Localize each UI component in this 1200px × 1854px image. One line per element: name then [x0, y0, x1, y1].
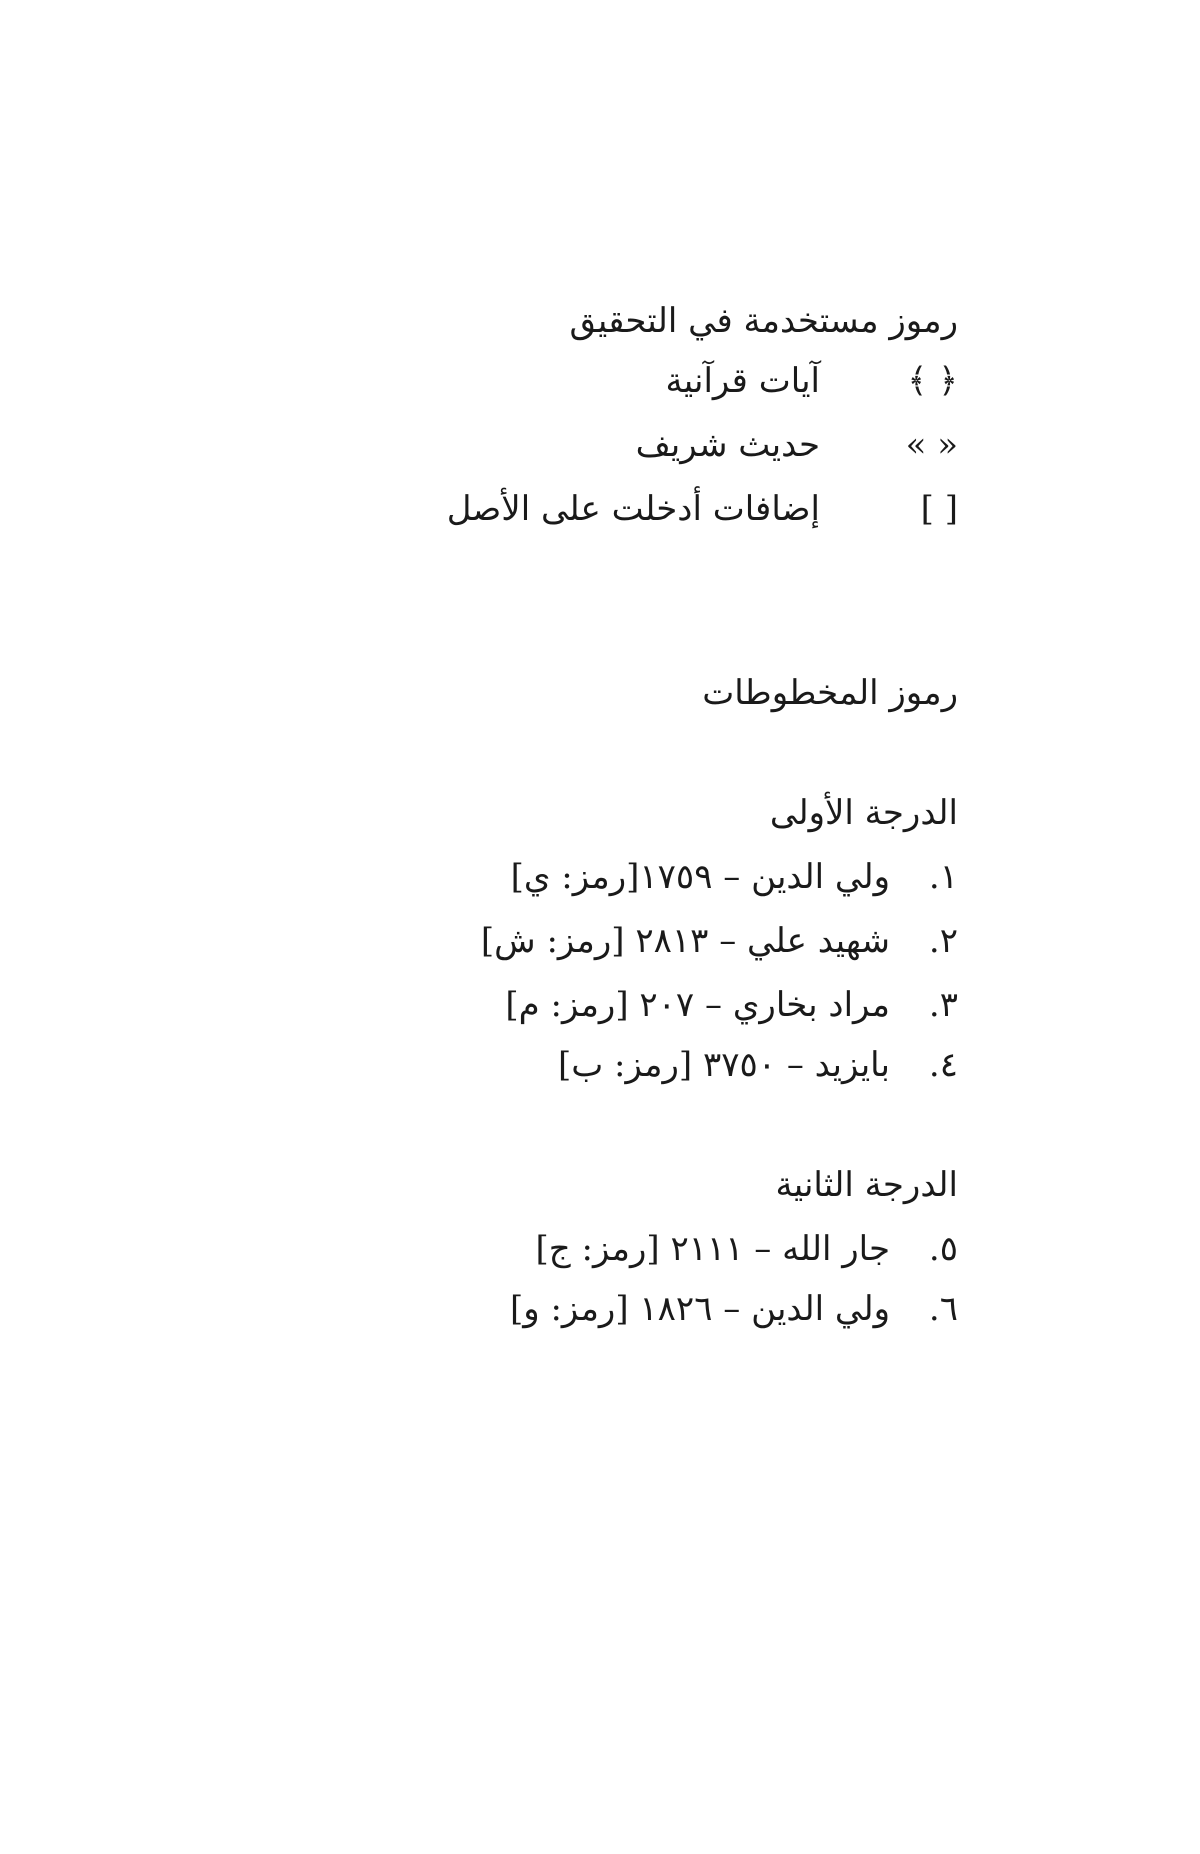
- list-item-number: ٦.: [928, 1289, 958, 1329]
- list-item: ولي الدين – ١٧٥٩[رمز: ي]: [510, 857, 890, 897]
- second-degree-title: الدرجة الثانية: [775, 1165, 958, 1205]
- quran-verse-label: آيات قرآنية: [665, 361, 820, 401]
- list-item: جار الله – ٢١١١ [رمز: ج]: [535, 1229, 890, 1269]
- list-item-number: ٢.: [928, 921, 958, 961]
- quran-verse-symbol: ﴿ ﴾: [907, 361, 958, 401]
- additions-label: إضافات أدخلت على الأصل: [446, 489, 820, 529]
- list-item: مراد بخاري – ٢٠٧ [رمز: م]: [505, 985, 890, 1025]
- manuscripts-section-title: رموز المخطوطات: [702, 673, 958, 713]
- hadith-label: حديث شريف: [635, 425, 820, 465]
- list-item: بايزيد – ٣٧٥٠ [رمز: ب]: [557, 1045, 890, 1085]
- list-item-number: ٥.: [928, 1229, 958, 1269]
- symbols-section-title: رموز مستخدمة في التحقيق: [569, 301, 958, 341]
- hadith-symbol: « »: [905, 425, 958, 465]
- additions-symbol: [ ]: [920, 489, 958, 529]
- list-item-number: ٣.: [928, 985, 958, 1025]
- list-item: شهيد علي – ٢٨١٣ [رمز: ش]: [480, 921, 890, 961]
- list-item-number: ١.: [928, 857, 958, 897]
- list-item-number: ٤.: [928, 1045, 958, 1085]
- first-degree-title: الدرجة الأولى: [769, 793, 958, 833]
- list-item: ولي الدين – ١٨٢٦ [رمز: و]: [509, 1289, 890, 1329]
